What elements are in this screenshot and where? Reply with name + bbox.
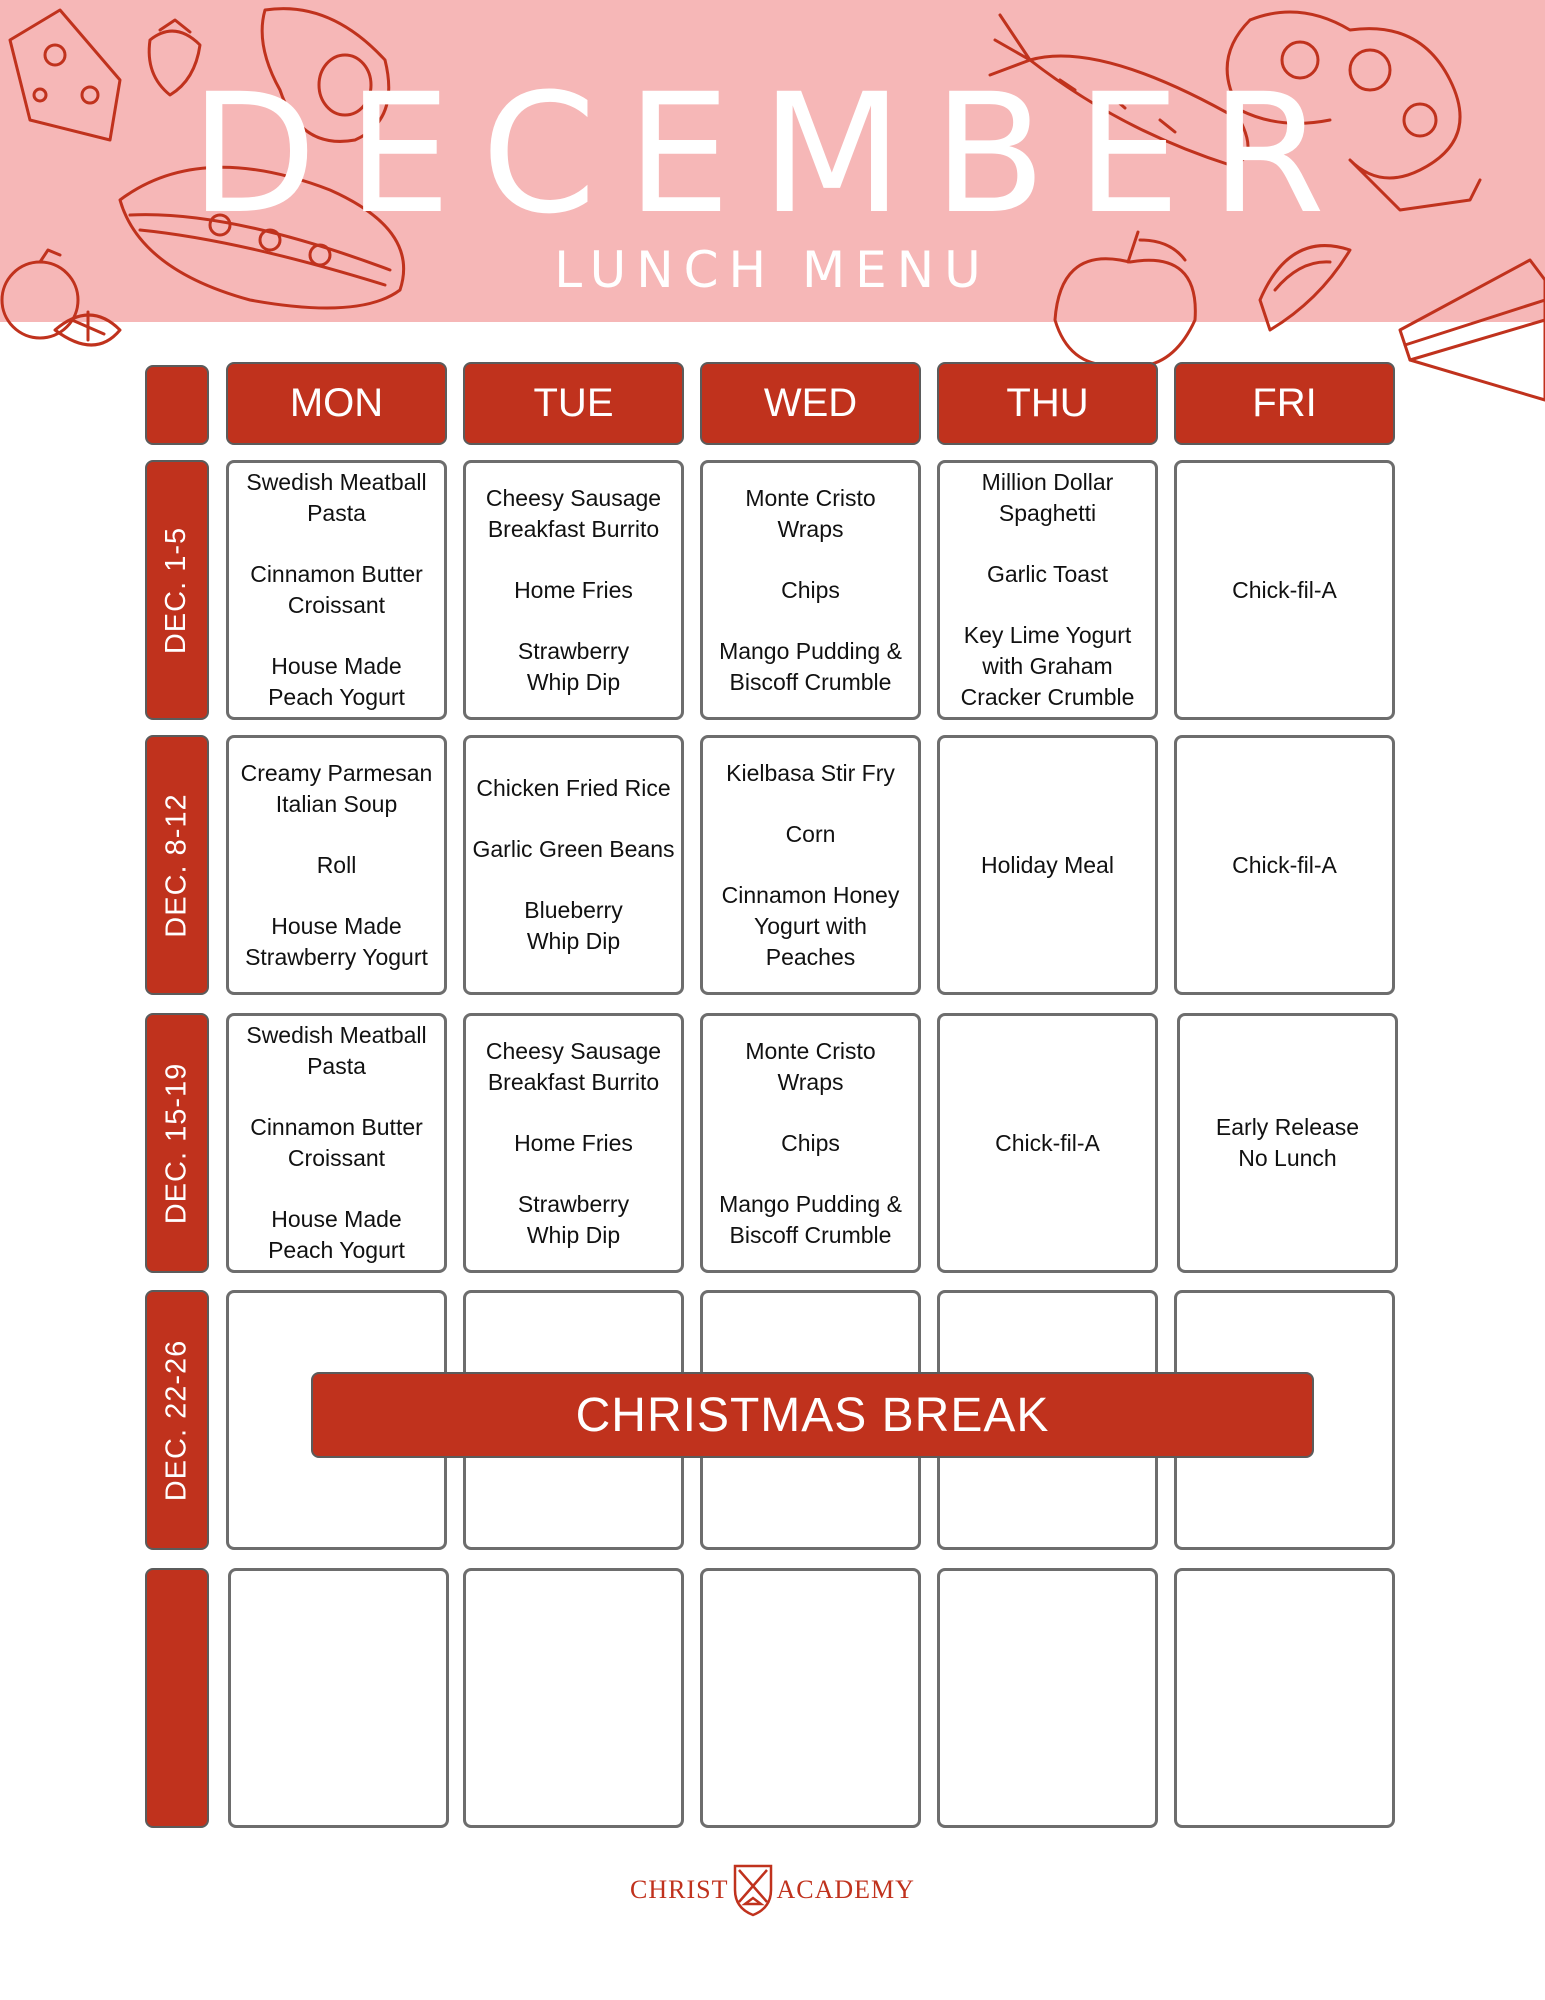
- menu-item: Garlic Toast: [986, 561, 1108, 587]
- menu-item: Cheesy Sausage Breakfast Burrito: [485, 484, 662, 542]
- menu-item: Strawberry Whip Dip: [517, 1190, 630, 1248]
- menu-item: Cinnamon Butter Croissant: [250, 561, 423, 618]
- day-header-thu: THU: [937, 362, 1158, 445]
- menu-item: Key Lime Yogurt with Graham Cracker Crumble: [960, 622, 1135, 710]
- menu-cell-dec3-wed: [700, 460, 921, 720]
- menu-cell-dec15-mon: [226, 1013, 447, 1273]
- menu-cell-dec5-fri: [1174, 460, 1395, 720]
- menu-item: House Made Peach Yogurt: [268, 1206, 405, 1263]
- menu-item: Home Fries: [514, 576, 633, 603]
- menu-cell-dec1-mon: [226, 460, 447, 720]
- menu-cell-empty-wed: [700, 1568, 921, 1828]
- menu-item: Blueberry Whip Dip: [524, 897, 623, 954]
- menu-item: Chicken Fried Rice: [476, 775, 671, 801]
- menu-item: Million Dollar Spaghetti: [981, 469, 1114, 526]
- menu-cell-dec8-mon: [226, 735, 447, 995]
- page-subtitle: LUNCH MENU: [554, 241, 991, 299]
- menu-item: Holiday Meal: [981, 851, 1114, 878]
- week-label: DEC. 15-19: [145, 1013, 209, 1273]
- day-header-fri: FRI: [1174, 362, 1395, 445]
- menu-cell-dec9-tue: [463, 735, 684, 995]
- menu-item: Roll: [316, 851, 357, 878]
- menu-item: Chick-fil-A: [995, 1129, 1100, 1156]
- menu-cell-empty-mon: [228, 1568, 449, 1828]
- menu-item: Cinnamon Honey Yogurt with Peaches: [721, 881, 900, 970]
- menu-item: Cinnamon Butter Croissant: [250, 1114, 423, 1171]
- menu-item: Swedish Meatball Pasta: [246, 1022, 427, 1079]
- menu-item: House Made Strawberry Yogurt: [245, 912, 428, 970]
- menu-item: Chips: [781, 576, 840, 603]
- day-header-tue: TUE: [463, 362, 684, 445]
- menu-cell-dec17-wed: [700, 1013, 921, 1273]
- menu-cell-dec12-fri: [1174, 735, 1395, 995]
- menu-item: Strawberry Whip Dip: [517, 637, 630, 695]
- school-logo: [0, 1862, 1545, 1918]
- day-header-wed: WED: [700, 362, 921, 445]
- shield-crest-icon: [731, 1862, 775, 1918]
- menu-item: Monte Cristo Wraps: [745, 484, 876, 542]
- christmas-break-banner: CHRISTMAS BREAK: [311, 1372, 1314, 1458]
- menu-item: Swedish Meatball Pasta: [246, 469, 427, 526]
- menu-item: Chick-fil-A: [1232, 851, 1337, 878]
- menu-item: Cheesy Sausage Breakfast Burrito: [485, 1037, 662, 1095]
- menu-cell-empty-tue: [463, 1568, 684, 1828]
- week-label: DEC. 1-5: [145, 460, 209, 720]
- menu-cell-empty-fri: [1174, 1568, 1395, 1828]
- menu-cell-dec10-wed: [700, 735, 921, 995]
- menu-cell-dec4-thu: [937, 460, 1158, 720]
- menu-item: Mango Pudding & Biscoff Crumble: [719, 1190, 902, 1248]
- menu-item: Chips: [781, 1129, 840, 1156]
- menu-cell-dec2-tue: [463, 460, 684, 720]
- menu-item: Monte Cristo Wraps: [745, 1037, 876, 1095]
- week-label: [145, 1568, 209, 1828]
- menu-item: Mango Pudding & Biscoff Crumble: [719, 637, 902, 695]
- menu-item: Chick-fil-A: [1232, 576, 1337, 603]
- week-label: DEC. 8-12: [145, 735, 209, 995]
- page-title: DECEMBER: [189, 58, 1356, 250]
- menu-cell-dec16-tue: [463, 1013, 684, 1273]
- menu-item: Kielbasa Stir Fry: [726, 759, 895, 786]
- menu-cell-dec18-thu: [937, 1013, 1158, 1273]
- menu-item: Home Fries: [514, 1129, 633, 1156]
- menu-item: Corn: [785, 820, 836, 847]
- week-label: DEC. 22-26: [145, 1290, 209, 1550]
- menu-item: Garlic Green Beans: [472, 836, 675, 862]
- menu-cell-empty-thu: [937, 1568, 1158, 1828]
- logo-text-right: ACADEMY: [776, 1875, 915, 1904]
- corner-header-block: [145, 365, 209, 445]
- logo-text-left: CHRIST: [630, 1875, 729, 1904]
- menu-cell-dec11-thu: [937, 735, 1158, 995]
- menu-cell-dec19-fri: [1177, 1013, 1398, 1273]
- menu-item: Creamy Parmesan Italian Soup: [240, 759, 433, 817]
- menu-item: Early Release No Lunch: [1215, 1114, 1360, 1171]
- menu-item: House Made Peach Yogurt: [268, 653, 405, 710]
- day-header-mon: MON: [226, 362, 447, 445]
